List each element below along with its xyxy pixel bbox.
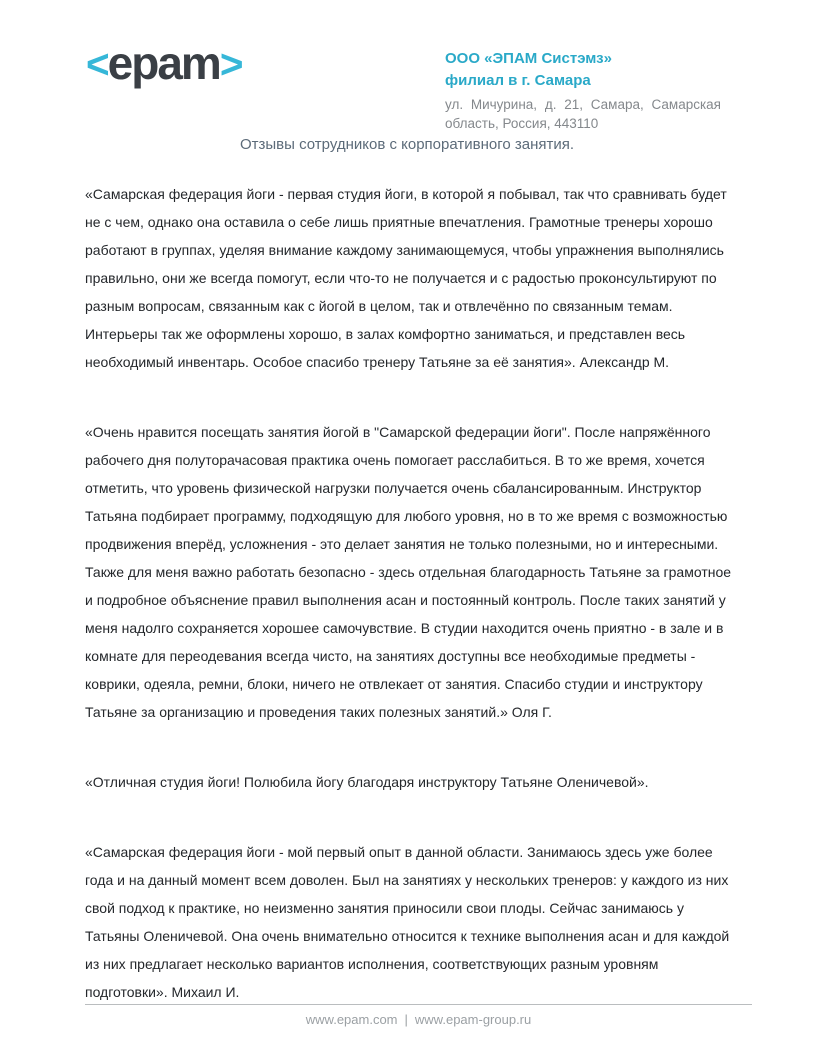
- company-name: ООО «ЭПАМ Систэмз»: [445, 50, 612, 67]
- logo-left-chevron-icon: <: [86, 40, 108, 87]
- logo-right-chevron-icon: >: [219, 40, 242, 87]
- company-address: ул. Мичурина, д. 21, Самара, Самарская область, Россия, 443110: [445, 97, 721, 131]
- review-paragraph-4: «Самарская федерация йоги - мой первый опыт в данной области. Занимаюсь здесь уже более года и на данный момент всем доволен. Был на занятиях у нескольких тренеров: у каждого из них свой подход к практике, но неизменно занятия приносили свои плоды. Сейчас занимаюсь у Татьяны Оленичевой. Она очень внимательно относится к технике выполнения асан и для каждой из них предлагает несколько вариантов исполнения, соответствующих разным уровням подготовки». Михаил И.: [85, 844, 730, 1000]
- reviews-content: [85, 180, 739, 1048]
- logo-wordmark: epam: [107, 37, 220, 89]
- footer-separator: |: [404, 1012, 408, 1027]
- epam-logo: [86, 36, 241, 90]
- page-title: Отзывы сотрудников с корпоративного занятия.: [239, 136, 575, 153]
- review-paragraph-2: «Очень нравится посещать занятия йогой в "Самарской федерации йоги". После напряжённого рабочего дня полуторачасовая практика очень помогает расслабиться. В то же время, хочется отметить, что уровень физической нагрузки получается очень сбалансированным. Инструктор Татьяна подбирает программу, подходящую для любого уровня, но в то же время с возможностью продвижения вперёд, усложнения - это делает занятия не только полезными, но и интересными. Также для меня важно работать безопасно - здесь отдельная благодарность Татьяне за грамотное и подробное объяснение правил выполнения асан и постоянный контроль. После таких занятий у меня надолго сохраняется хорошее самочувствие. В студии находится очень приятно - в зале и в комнате для переодевания всегда чисто, на занятиях доступны все необходимые предметы - коврики, одеяла, ремни, блоки, ничего не отвлекает от занятия. Спасибо студии и инструктору Татьяне за организацию и проведения таких полезных занятий.» Оля Г.: [85, 424, 732, 720]
- footer-url-epam-group: www.epam-group.ru: [414, 1012, 532, 1027]
- footer-url-epam: www.epam.com: [305, 1012, 398, 1027]
- review-paragraph-1: «Самарская федерация йоги - первая студия йоги, в которой я побывал, так что сравнивать будет не с чем, однако она оставила о себе лишь приятные впечатления. Грамотные тренеры хорошо работают в группах, уделяя внимание каждому занимающемуся, чтобы упражнения выполнялись правильно, они же всегда помогут, если что-то не получается и с радостью проконсультируют по разным вопросам, связанным как с йогой в целом, так и отвлечённо по связанным темам. Интерьеры так же оформлены хорошо, в залах комфортно заниматься, и представлен весь необходимый инвентарь. Особое спасибо тренеру Татьяне за её занятия». Александр М.: [85, 186, 727, 370]
- company-info-block: [445, 48, 721, 133]
- review-paragraph-3: «Отличная студия йоги! Полюбила йогу благодаря инструктору Татьяне Оленичевой».: [85, 774, 649, 790]
- company-branch: филиал в г. Самара: [445, 72, 591, 89]
- page-footer: [85, 1004, 752, 1027]
